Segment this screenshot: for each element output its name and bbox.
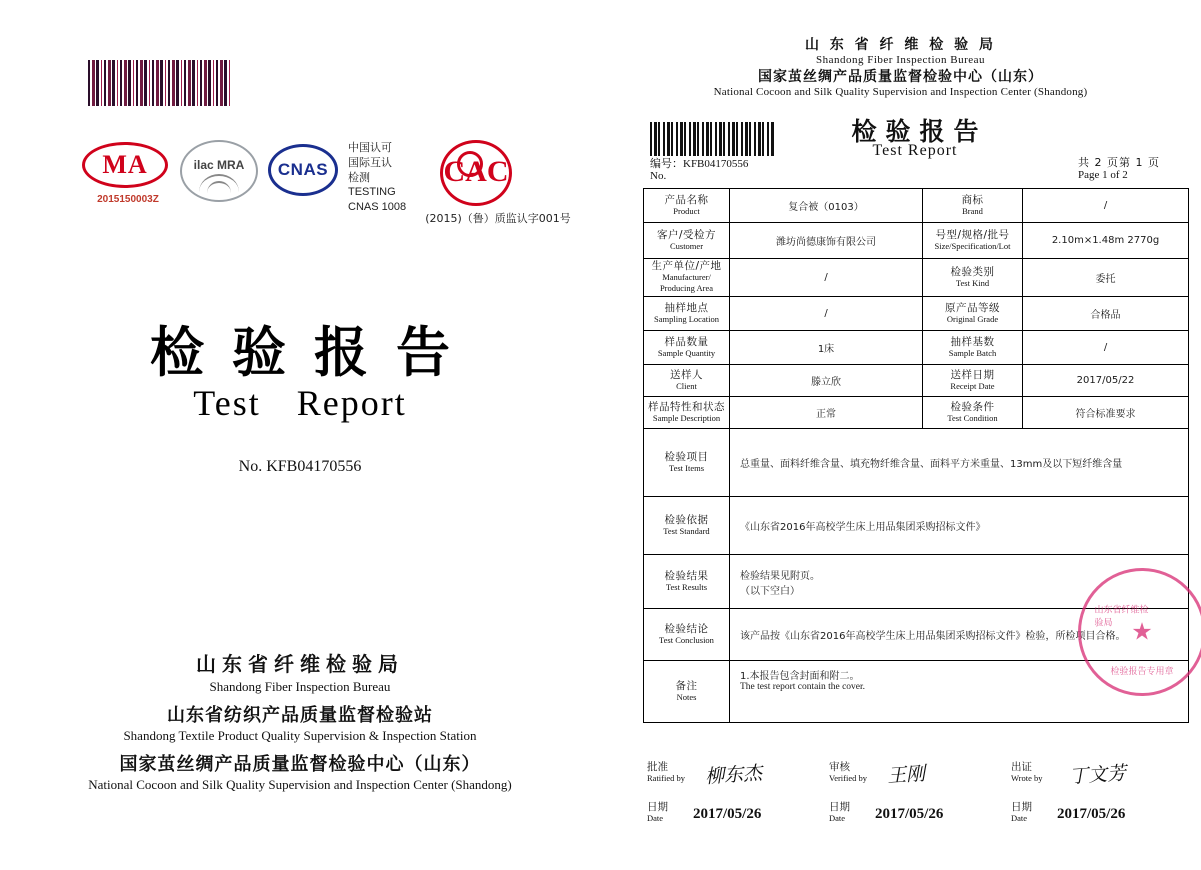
cac-logo <box>440 140 512 206</box>
cover-title-english <box>0 382 600 424</box>
test-conclusion-label: 检验结论 Test Conclusion <box>644 609 730 661</box>
cnas-caption-en1: TESTING <box>348 186 396 198</box>
report-page-count-en: Page 1 of 2 <box>1078 169 1128 181</box>
table-row <box>644 365 1189 397</box>
row-client-label: 送样人 Client <box>644 365 730 397</box>
ilac-arcs-icon <box>199 174 239 192</box>
report-org2-cn: 国家茧丝绸产品质量监督检验中心（山东） <box>758 69 1043 85</box>
report-page-count-cn: 共 2 页第 1 页 <box>1078 156 1160 169</box>
row-sampling-location-value: / <box>730 297 923 331</box>
row-manufacturer-label: 生产单位/产地 Manufacturer/ Producing Area <box>644 259 730 297</box>
signature-block-verified <box>825 758 1007 844</box>
table-row <box>644 259 1189 297</box>
row-customer-label: 客户/受检方 Customer <box>644 223 730 259</box>
test-results-value <box>730 555 1189 609</box>
ratified-by-label: 批准 Ratified by <box>647 761 686 783</box>
table-row-test-results <box>644 555 1189 609</box>
row-receipt-date-label: 送样日期 Receipt Date <box>923 365 1023 397</box>
report-org1-cn: 山 东 省 纤 维 检 验 局 <box>804 37 997 53</box>
row-test-condition-value: 符合标准要求 <box>1023 397 1189 429</box>
table-row <box>644 189 1189 223</box>
row-original-grade-value: 合格品 <box>1023 297 1189 331</box>
cover-page <box>0 0 600 870</box>
wrote-date-label: 日期 Date <box>1011 801 1032 823</box>
test-results-label: 检验结果 Test Results <box>644 555 730 609</box>
signature-block-ratified <box>643 758 825 844</box>
cnas-caption-cn1: 中国认可 <box>348 141 392 154</box>
seal-star-icon: ★ <box>1131 619 1153 646</box>
cma-logo-text: MA <box>82 142 168 188</box>
cma-logo-code: 2015150003Z <box>97 194 159 205</box>
notes-label: 备注 Notes <box>644 661 730 723</box>
table-row-test-items <box>644 429 1189 497</box>
wrote-by-signature: 丁文芳 <box>1068 762 1127 788</box>
cnas-caption-cn2: 国际互认 <box>348 156 392 169</box>
row-size-label: 号型/规格/批号 Size/Specification/Lot <box>923 223 1023 259</box>
row-test-kind-value: 委托 <box>1023 259 1189 297</box>
report-number-block <box>650 158 748 182</box>
row-sample-batch-label: 抽样基数 Sample Batch <box>923 331 1023 365</box>
row-receipt-date-value: 2017/05/22 <box>1023 365 1189 397</box>
cover-org2-en: Shandong Textile Product Quality Supervision & Inspection Station <box>123 728 477 743</box>
row-test-kind-label: 检验类别 Test Kind <box>923 259 1023 297</box>
cma-logo <box>82 142 174 205</box>
ratified-date-label: 日期 Date <box>647 801 668 823</box>
test-items-label: 检验项目 Test Items <box>644 429 730 497</box>
table-row-notes <box>644 661 1189 723</box>
row-sample-quantity-label: 样品数量 Sample Quantity <box>644 331 730 365</box>
cover-org3-cn: 国家茧丝绸产品质量监督检验中心（山东） <box>119 754 481 775</box>
test-conclusion-value: 该产品按《山东省2016年高校学生床上用品集团采购招标文件》检验，所检项目合格。 <box>730 609 1189 661</box>
cover-org1-cn: 山东省纤维检验局 <box>196 652 404 676</box>
seal-top-text: 山东省纤维检验局 <box>1094 605 1149 629</box>
cac-logo-text: CAC <box>440 140 512 206</box>
row-sampling-location-label: 抽样地点 Sampling Location <box>644 297 730 331</box>
cnas-logo-text: CNAS <box>268 144 338 196</box>
row-brand-label: 商标 Brand <box>923 189 1023 223</box>
table-row <box>644 297 1189 331</box>
verified-by-signature: 王刚 <box>886 762 926 788</box>
cover-title-english-word2: Report <box>296 383 407 423</box>
row-sample-batch-value: / <box>1023 331 1189 365</box>
cover-org1-en: Shandong Fiber Inspection Bureau <box>209 679 391 694</box>
cac-logo-caption: (2015)（鲁）质监认字001号 <box>425 212 571 225</box>
cover-footer <box>0 648 600 793</box>
ilac-mra-logo <box>180 140 258 202</box>
row-product-value: 复合被（0103） <box>730 189 923 223</box>
ratified-by-signature: 柳东杰 <box>704 762 763 788</box>
verified-date-label: 日期 Date <box>829 801 850 823</box>
test-results-line2: （以下空白） <box>740 585 800 597</box>
cover-title-chinese: 检验报告 <box>150 321 478 384</box>
ratified-date-value: 2017/05/26 <box>693 806 762 822</box>
seal-bottom-text: 检验报告专用章 <box>1110 667 1174 677</box>
cover-org2-cn: 山东省纺织产品质量监督检验站 <box>167 705 433 726</box>
cnas-caption-cn3: 检测 <box>348 171 370 184</box>
test-standard-value: 《山东省2016年高校学生床上用品集团采购招标文件》 <box>730 497 1189 555</box>
table-row <box>644 397 1189 429</box>
row-test-condition-label: 检验条件 Test Condition <box>923 397 1023 429</box>
row-sample-quantity-value: 1床 <box>730 331 923 365</box>
row-product-label: 产品名称 Product <box>644 189 730 223</box>
report-org2-en: National Cocoon and Silk Quality Supervision and Inspection Center (Shandong) <box>713 86 1088 98</box>
report-org1-en: Shandong Fiber Inspection Bureau <box>815 54 986 66</box>
row-manufacturer-value: / <box>730 259 923 297</box>
notes-value-en: The test report contain the cover. <box>740 682 866 692</box>
test-results-line1: 检验结果见附页。 <box>740 570 820 582</box>
report-title-chinese: 检验报告 <box>851 117 988 146</box>
row-brand-value: / <box>1023 189 1189 223</box>
row-original-grade-label: 原产品等级 Original Grade <box>923 297 1023 331</box>
report-header <box>600 38 1201 100</box>
report-info-table <box>643 188 1189 723</box>
wrote-by-label: 出证 Wrote by <box>1011 761 1043 783</box>
cover-barcode-icon <box>88 60 230 106</box>
cnas-caption-en2: CNAS 1008 <box>348 201 407 213</box>
cnas-logo-caption <box>348 140 406 215</box>
row-sample-description-value: 正常 <box>730 397 923 429</box>
row-size-value: 2.10m×1.48m 2770g <box>1023 223 1189 259</box>
table-row <box>644 331 1189 365</box>
signature-area <box>643 758 1188 844</box>
report-title-english: Test Report <box>872 142 958 159</box>
row-customer-value: 潍坊尚德康饰有限公司 <box>730 223 923 259</box>
ilac-mra-logo-text: ilac MRA <box>193 158 245 172</box>
verified-date-value: 2017/05/26 <box>875 806 944 822</box>
test-standard-label: 检验依据 Test Standard <box>644 497 730 555</box>
cover-org3-en: National Cocoon and Silk Quality Supervision and Inspection Center (Shandong) <box>88 777 512 792</box>
cover-title-english-word1: Test <box>193 383 261 423</box>
row-sample-description-label: 样品特性和状态 Sample Description <box>644 397 730 429</box>
notes-value-cn: 1.本报告包含封面和附二。 <box>740 671 860 682</box>
test-items-value: 总重量、面料纤维含量、填充物纤维含量、面料平方米重量、13mm及以下短纤维含量 <box>730 429 1189 497</box>
report-barcode-icon <box>650 122 774 156</box>
report-number-value: KFB04170556 <box>683 158 749 170</box>
row-client-value: 滕立欣 <box>730 365 923 397</box>
table-row-test-standard <box>644 497 1189 555</box>
table-row <box>644 223 1189 259</box>
verified-by-label: 审核 Verified by <box>829 761 868 783</box>
cover-report-number: No. KFB04170556 <box>238 458 362 475</box>
report-number-label-cn: 编号： <box>650 157 683 170</box>
report-number-label-en: No. <box>650 170 667 182</box>
signature-block-wrote <box>1007 758 1189 844</box>
table-row-test-conclusion <box>644 609 1189 661</box>
report-page-count <box>1078 156 1160 182</box>
notes-value <box>730 661 1189 723</box>
wrote-date-value: 2017/05/26 <box>1057 806 1126 822</box>
accreditation-logos <box>70 140 570 230</box>
cnas-logo <box>268 144 338 196</box>
